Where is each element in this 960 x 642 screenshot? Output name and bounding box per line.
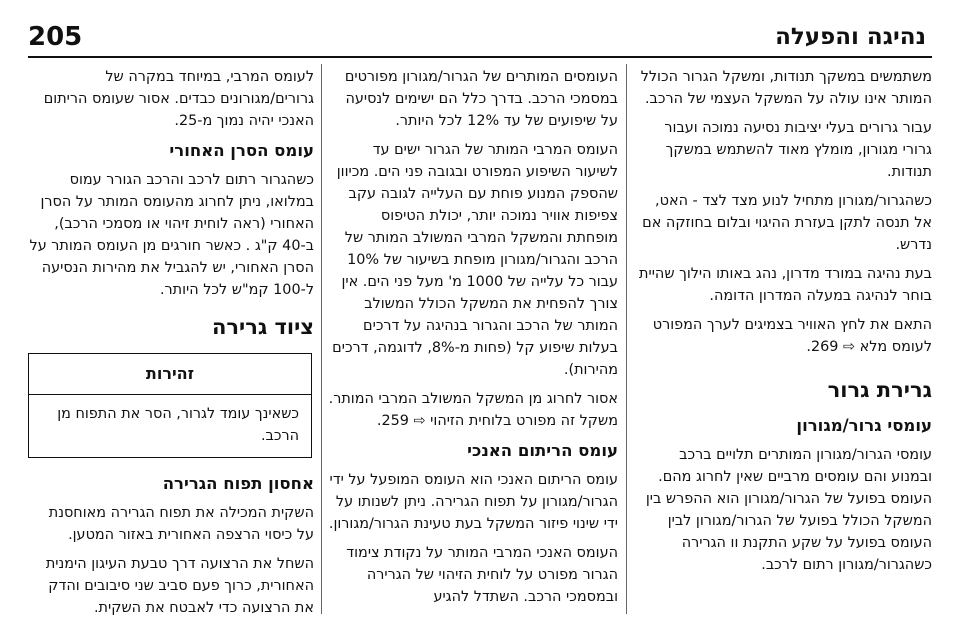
column-divider-left [321, 64, 322, 614]
paragraph: עומסי הגרור/מגורון המותרים תלויים ברכב ובמנוע והם עומסים מרביים שאין לחרוג מהם. העומס בפועל של הגרור/מגורון הוא ההפרש בין המשקל הכולל בפועל של הגרור/מגורון לבין העומס בפועל על שקע התקנת וו הגרירה כשהגרור/מגורון רתום לרכב. [645, 447, 932, 573]
paragraph: עבור גרורים בעלי יציבות נסיעה נמוכה ועבור גרורי מגורון, מומלץ מאוד להשתמש במשקך תנודות. [664, 120, 932, 180]
header-rule [28, 56, 932, 58]
subheading-trailer-loads: עומסי גרור/מגורון [796, 416, 932, 435]
section-heading-towing-equipment: ציוד גרירה [211, 315, 314, 339]
paragraph: כשהגרור/מגורון מתחיל לנוע מצד לצד - האט, אל תנסה לתקן בעזרת ההיגוי ובלום בחוזקה אם נדרש. [642, 193, 932, 253]
running-title: נהיגה והפעלה [775, 24, 926, 50]
paragraph: השחל את הרצועה דרך טבעת העיגון הימנית האחורית, כרוך פעם סביב שני סיבובים והדק את הרצועה כדי לאבטח את השקית. [45, 556, 314, 616]
paragraph: השקית המכילה את תפוח הגרירה מאוחסנת על כיסוי הרצפה האחורית באזור המטען. [48, 505, 314, 543]
caution-text: כשאינך עומד לגרור, הסר את התפוח מן הרכב. [57, 406, 299, 444]
paragraph: משתמשים במשקך תנודות, ומשקל הגרור הכולל המותר אינו עולה על המשקל העצמי של הרכב. [640, 69, 932, 107]
column-divider-right [626, 64, 627, 614]
subheading-vertical-load: עומס הריתום האנכי [467, 441, 618, 460]
paragraph: כשהגרור רתום לרכב והרכב הגורר עמוס במלואו, ניתן לחרוג מהעומס המותר על הסרן האחורי (ראה לוחית זיהוי או מסמכי הרכב), ב-40 ק"ג . כאשר חורגים מן העומס המותר על הסרן האחורי, יש להגביל את מהירות הנסיעה ל-100 קמ"ש לכל היותר. [29, 172, 314, 298]
page-number: 205 [28, 22, 83, 52]
paragraph: לעומס המרבי, במיוחד במקרה של גרורים/מגורונים כבדים. אסור שעומס הריתום האנכי יהיה נמוך מ-25. [43, 69, 314, 129]
paragraph: עומס הריתום האנכי הוא העומס המופעל על ידי הגרור/מגורון על תפוח הגרירה. ניתן לשנותו על ידי שינוי פיזור המשקל בעת טעינת הגרור/מגורון. [328, 472, 618, 532]
paragraph: העומס האנכי המרבי המותר על נקודת צימוד הגרור מפורט על לוחית הזיהוי של הגרירה ובמסמכי הרכב. השתדל להגיע [346, 545, 618, 605]
paragraph: העומס המרבי המותר של הגרור ישים עד לשיעור השיפוע המפורט ובגובה פני הים. מכיוון שהספק המנוע פוחת עם העלייה לגובה עקב צפיפות אוויר נמוכה יותר, יכולת הטיפוס מופחתת והמשקל המרבי המשולב המותר של הרכב והגרור/מגורון מופחת בשיעור של 10% עבור כל עלייה של 1000 מ' מעל פני הים. אין צורך להפחית את המשקל הכולל המשולב המותר של הרכב והגרור בנהיגה על דרכים בעלות שיפוע קל (פחות מ-8%, לדוגמה, דרכים מהירות). [332, 142, 618, 378]
paragraph-with-reference: אסור לחרוג מן המשקל המשולב המרבי המותר. משקל זה מפורט בלוחית הזיהוי ⇨ 259. [328, 391, 618, 429]
subheading-towbar-storage: אחסון תפוח הגרירה [162, 474, 314, 493]
caution-title: זהירות [29, 354, 311, 395]
paragraph: העומסים המותרים של הגרור/מגורון מפורטים במסמכי הרכב. בדרך כלל הם ישימים לנסיעה על שיפועים של עד 12% לכל היותר. [344, 69, 618, 129]
column-left [28, 66, 314, 626]
column-middle [328, 66, 618, 615]
paragraph: בעת נהיגה במורד מדרון, נהג באותו הילוך שהיית בוחר לנהיגה במעלה המדרון הדומה. [639, 266, 932, 304]
column-right [636, 66, 932, 583]
section-heading-towing: גרירת גרור [827, 378, 932, 402]
subheading-rear-axle-load: עומס הסרן האחורי [169, 141, 314, 160]
page-header [0, 0, 960, 56]
caution-box [28, 353, 312, 458]
paragraph-with-reference: התאם את לחץ האוויר בצמיגים לערך המפורט לעומס מלא ⇨ 269. [652, 317, 932, 355]
